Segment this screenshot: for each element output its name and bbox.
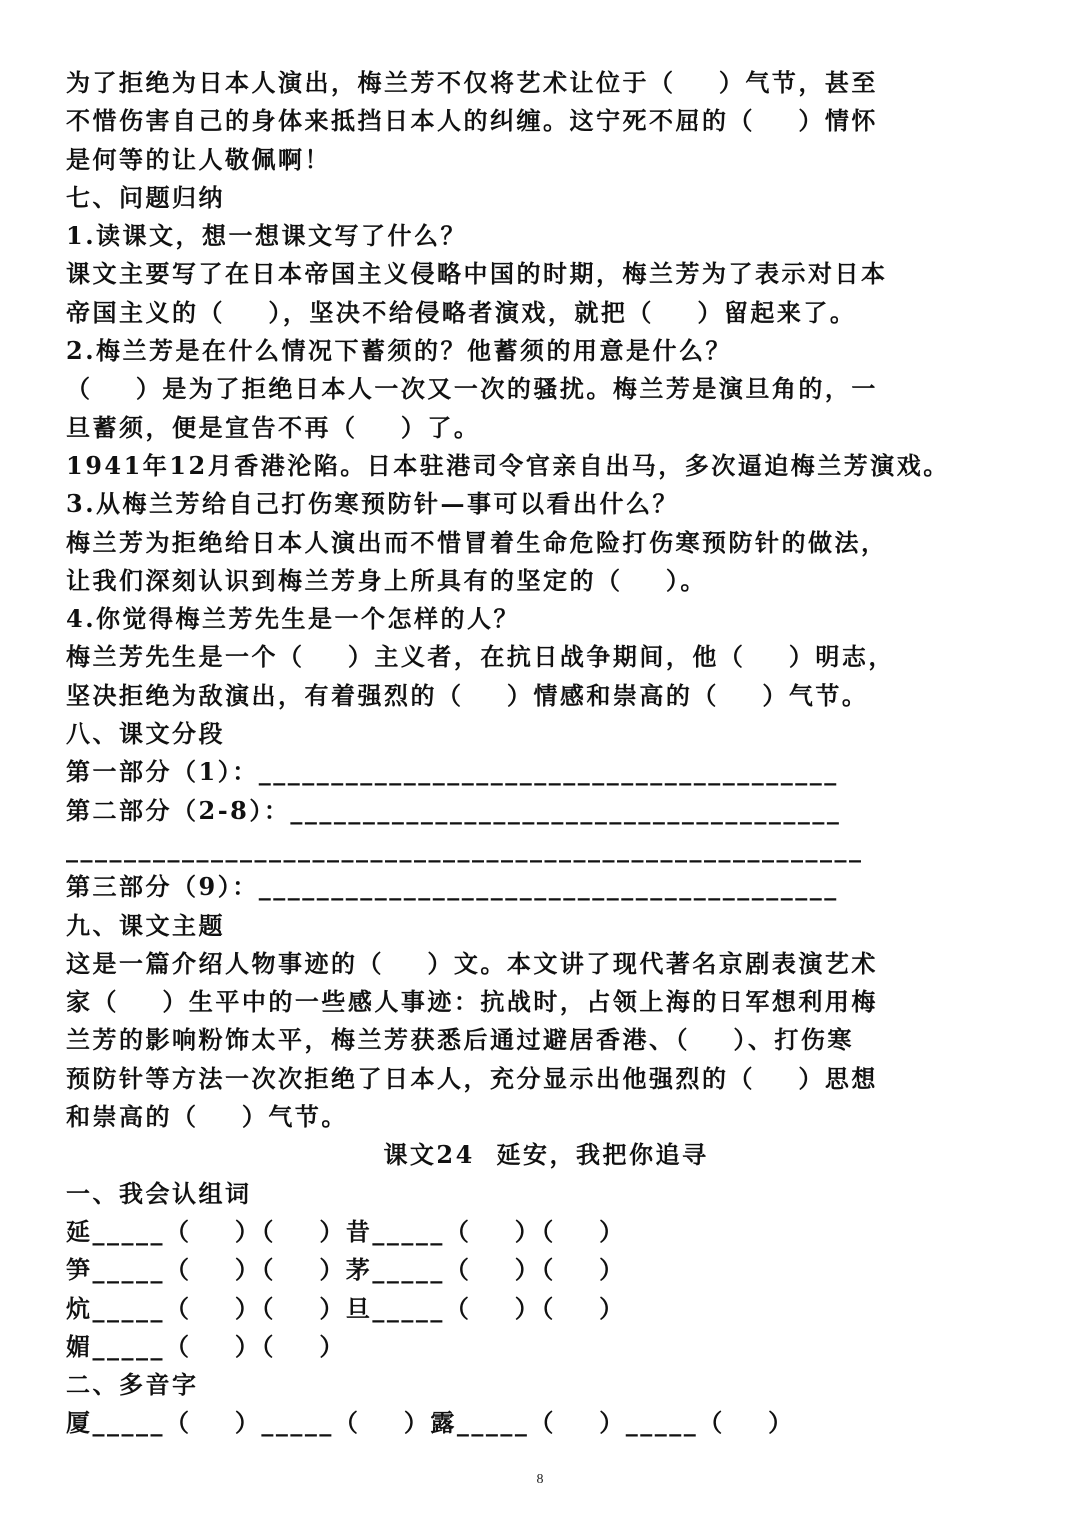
text-line: 和崇高的（ ）气节。 — [66, 1102, 348, 1132]
text-line: 八、课文分段 — [66, 719, 225, 749]
text-line: 帝国主义的（ ），坚决不给侵略者演戏，就把（ ）留起来了。 — [66, 297, 857, 327]
text-line: 旦蓄须，便是宣告不再（ ）了。 — [66, 412, 481, 442]
text-line: 是何等的让人敬佩啊！ — [66, 144, 331, 174]
text-line: 课文主要写了在日本帝国主义侵略中国的时期，梅兰芳为了表示对日本 — [66, 259, 888, 289]
text-line: 梅兰芳为拒绝给日本人演出而不惜冒着生命危险打伤寒预防针的做法， — [66, 527, 888, 557]
text-line: 1941年12月香港沦陷。日本驻港司令官亲自出马，多次逼迫梅兰芳演戏。 — [66, 450, 950, 480]
text-line: 为了拒绝为日本人演出，梅兰芳不仅将艺术让位于（ ）气节，甚至 — [66, 68, 878, 97]
text-line: （ ）是为了拒绝日本人一次又一次的骚扰。梅兰芳是演旦角的，一 — [66, 374, 878, 404]
text-line: 炕_____（ ）（ ）旦_____（ ）（ ） — [66, 1293, 626, 1323]
text-line: 1.读课文，想一想课文写了什么？ — [66, 221, 468, 251]
text-line: 第二部分（2-8）：______________________________________ — [66, 795, 842, 825]
text-line: 一、我会认组词 — [66, 1178, 252, 1208]
text-line: 坚决拒绝为敌演出，有着强烈的（ ）情感和崇高的（ ）气节。 — [66, 680, 869, 710]
text-line: 这是一篇介绍人物事迹的（ ）文。本文讲了现代著名京剧表演艺术 — [66, 948, 878, 978]
text-line: _______________________________________________________ — [66, 833, 864, 863]
page-number: 8 — [536, 1472, 544, 1487]
text-line: 3.从梅兰芳给自己打伤寒预防针—事可以看出什么？ — [66, 489, 680, 519]
text-line: 七、问题归纳 — [66, 182, 225, 212]
text-line: 延_____（ ）（ ）昔_____（ ）（ ） — [66, 1216, 626, 1246]
text-line: 让我们深刻认识到梅兰芳身上所具有的坚定的（ ）。 — [66, 565, 707, 595]
text-line: 家（ ）生平中的一些感人事迹：抗战时，占领上海的日军想利用梅 — [66, 987, 878, 1017]
text-line: 厦_____（ ）_____（ ）露_____（ ）_____（ ） — [66, 1408, 795, 1438]
text-line: 2.梅兰芳是在什么情况下蓄须的？他蓄须的用意是什么？ — [66, 336, 733, 366]
text-line: 不惜伤害自己的身体来抵挡日本人的纠缠。这宁死不屈的（ ）情怀 — [66, 106, 878, 136]
text-line: 4.你觉得梅兰芳先生是一个怎样的人？ — [66, 604, 521, 634]
text-line: 第一部分（1）：________________________________________ — [66, 757, 839, 787]
text-line: 兰芳的影响粉饰太平，梅兰芳获悉后通过避居香港、（ ）、打伤寒 — [66, 1025, 854, 1055]
worksheet-body — [66, 64, 1026, 1443]
text-line: 二、多音字 — [66, 1370, 199, 1400]
text-line: 第三部分（9）：________________________________________ — [66, 872, 839, 902]
text-line: 媚_____（ ）（ ） — [66, 1331, 346, 1361]
lesson-title: 课文24 延安，我把你追寻 — [383, 1140, 709, 1170]
text-line: 笋_____（ ）（ ）茅_____（ ）（ ） — [66, 1255, 626, 1285]
text-line: 九、课文主题 — [66, 910, 225, 940]
text-line: 预防针等方法一次次拒绝了日本人，充分显示出他强烈的（ ）思想 — [66, 1063, 878, 1093]
text-line: 梅兰芳先生是一个（ ）主义者，在抗日战争期间，他（ ）明志， — [66, 642, 895, 672]
